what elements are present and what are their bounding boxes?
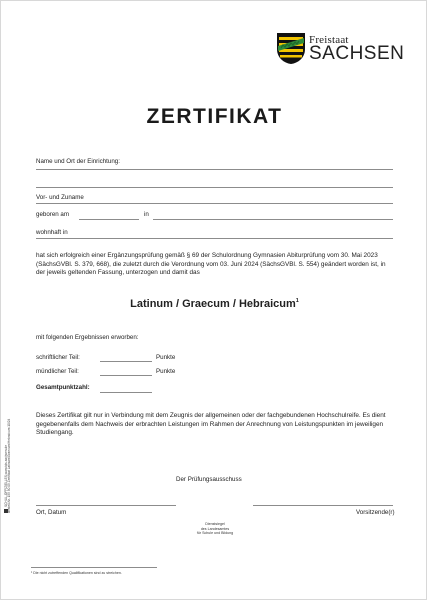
freistaat-sachsen-logo (276, 32, 405, 65)
residence-line[interactable] (36, 238, 393, 239)
place-date-label: Ort, Datum (36, 509, 67, 516)
intro-paragraph: hat sich erfolgreich einer Ergänzungsprüfung gemäß § 69 der Schulordnung Gymnasien Abiturprüfung vom 30. Mai 2023 (SächsGVBl. S. 379, 668), die zuletzt durch die Verordnung vom 03. Juni 2024 (SächsGVBl. S. 554) geändert worden ist, in der jeweils geltenden Fassung, unterzogen und damit das (36, 252, 386, 276)
total-points-label: Gesamtpunktzahl: (36, 384, 90, 391)
name-label: Vor- und Zuname (36, 194, 84, 201)
footnote-separator (31, 567, 157, 568)
oral-points-field[interactable] (100, 375, 152, 376)
birthdate-line[interactable] (79, 219, 139, 220)
subject-footnote-mark: 1 (295, 298, 299, 304)
seal-line-1: Dienstsiegel (205, 522, 225, 526)
page-title: ZERTIFIKAT (146, 105, 283, 128)
chair-label: Vorsitzende(r) (356, 509, 395, 516)
chair-signature-line[interactable] (253, 505, 393, 506)
side-text-line-2: Bestell-Nr. 155 50 05 Zertifikat Latinum/Graecum/Hebraicum 10/24 (7, 418, 12, 513)
place-date-signature-line[interactable] (36, 505, 176, 506)
written-points-unit: Punkte (156, 354, 176, 361)
written-points-field[interactable] (100, 361, 152, 362)
validity-paragraph: Dieses Zertifikat gilt nur in Verbindung mit dem Zeugnis der allgemeinen oder der fachgebundenen Hochschulreife. Es dient gegebenenfalls dem Nachweis der erbrachten Leistungen im Rahmen der Anrechnung von Leistungspunkten im jeweiligen Studiengang. (36, 412, 386, 436)
committee-label: Der Prüfungsausschuss (176, 476, 242, 483)
birthplace-line[interactable] (153, 219, 393, 220)
residence-label: wohnhaft in (36, 229, 68, 236)
saxony-coat-of-arms-icon (276, 32, 306, 65)
seal-line-3: für Schule und Bildung (196, 531, 234, 536)
order-number-side-text (3, 418, 12, 513)
logo-text-freistaat: Freistaat (309, 34, 349, 46)
seal-line-2: des Landesamtes (200, 526, 230, 531)
oral-points-unit: Punkte (156, 368, 176, 375)
subject-heading (1, 298, 427, 310)
birthplace-label: in (144, 211, 149, 218)
institution-line-1[interactable] (36, 169, 393, 170)
footnote: ¹ Die nicht zutreffenden Qualifikationen sind zu streichen. (31, 571, 122, 575)
total-points-field[interactable] (100, 392, 152, 393)
institution-label: Name und Ort der Einrichtung: (36, 158, 120, 165)
name-line[interactable] (36, 203, 393, 204)
written-part-label: schriftlicher Teil: (36, 354, 80, 361)
institution-line-2[interactable] (36, 187, 393, 188)
logo-text-sachsen: SACHSEN (309, 43, 405, 64)
birthdate-label: geboren am (36, 211, 70, 218)
subject-text: Latinum / Graecum / Hebraicum (130, 298, 296, 310)
results-intro: mit folgenden Ergebnissen erworben: (36, 334, 139, 341)
official-seal-text (179, 522, 251, 536)
side-text-line-1: SCHUL-OFFIZIELLES.www.tds-sachsen.de (3, 445, 8, 507)
oral-part-label: mündlicher Teil: (36, 368, 79, 375)
